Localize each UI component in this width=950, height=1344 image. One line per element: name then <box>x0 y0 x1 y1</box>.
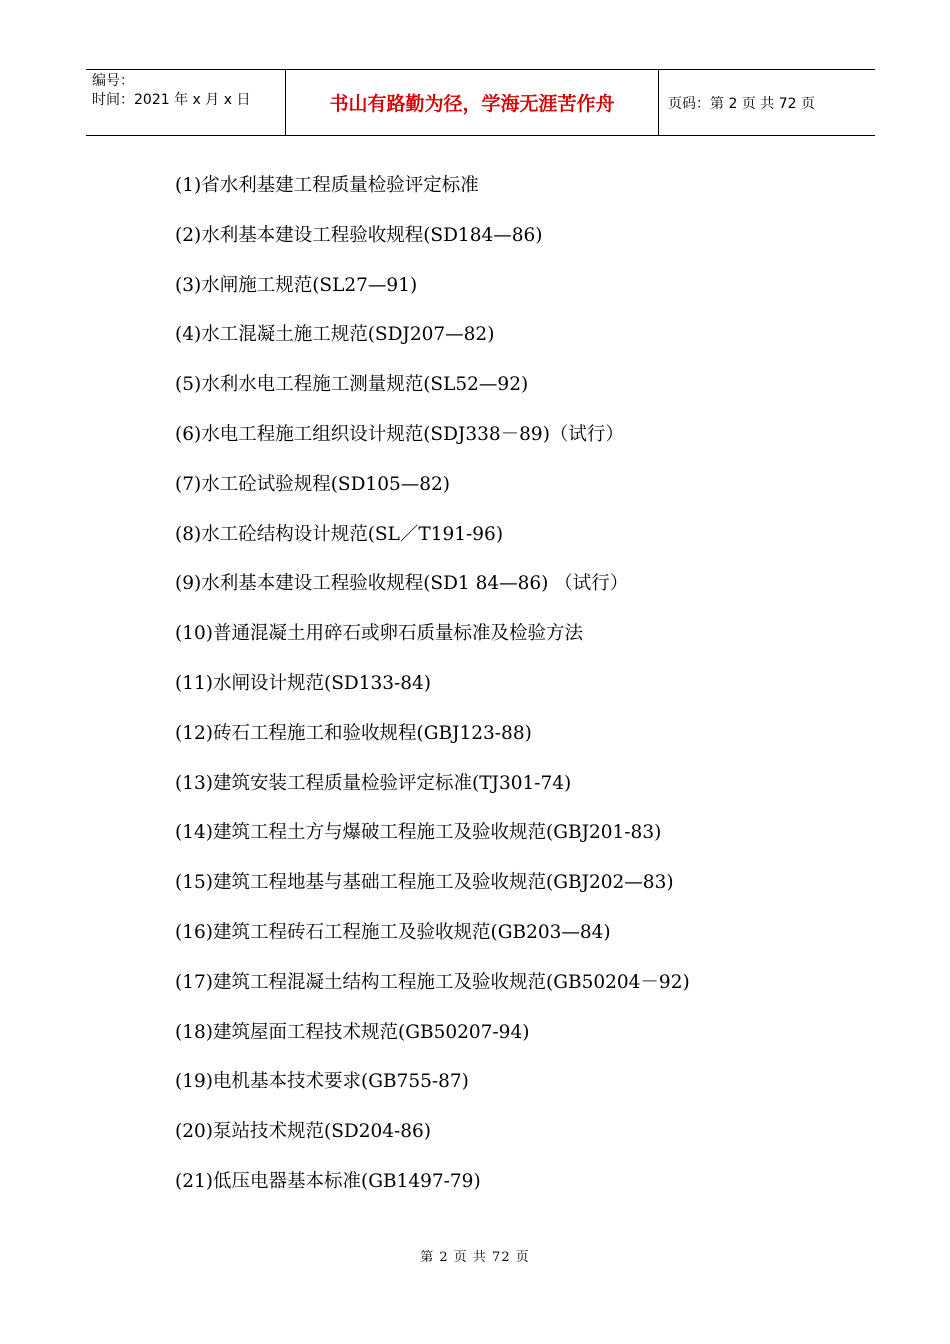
list-item: (1)省水利基建工程质量检验评定标准 <box>175 175 479 196</box>
list-item: (19)电机基本技术要求(GB755-87) <box>175 1071 469 1093</box>
date-line: 时间：2021 年 x 月 x 日 <box>92 92 251 108</box>
list-item: (7)水工砼试验规程(SD105—82) <box>175 473 450 495</box>
page-footer: 第 2 页 共 72 页 <box>420 1250 530 1265</box>
list-item: (4)水工混凝土施工规范(SDJ207—82) <box>175 324 495 346</box>
list-item: (15)建筑工程地基与基础工程施工及验收规范(GBJ202—83) <box>175 872 674 894</box>
list-item: (13)建筑安装工程质量检验评定标准(TJ301-74) <box>175 772 572 794</box>
header-motto: 书山有路勤为径，学海无涯苦作舟 <box>286 70 659 135</box>
list-item: (12)砖石工程施工和验收规程(GBJ123-88) <box>175 722 532 744</box>
list-item: (6)水电工程施工组织设计规范(SDJ338－89)（试行） <box>175 423 624 445</box>
list-item: (5)水利水电工程施工测量规范(SL52—92) <box>175 374 529 396</box>
list-item: (18)建筑屋面工程技术规范(GB50207-94) <box>175 1021 530 1043</box>
list-item: (2)水利基本建设工程验收规程(SD184—86) <box>175 224 543 246</box>
list-item: (20)泵站技术规范(SD204-86) <box>175 1121 432 1143</box>
list-item: (14)建筑工程土方与爆破工程施工及验收规范(GBJ201-83) <box>175 822 662 844</box>
header-table <box>86 69 875 136</box>
list-item: (21)低压电器基本标准(GB1497-79) <box>175 1170 481 1192</box>
list-item: (3)水闸施工规范(SL27—91) <box>175 274 418 296</box>
list-item: (11)水闸设计规范(SD133-84) <box>175 672 432 694</box>
list-item: (17)建筑工程混凝土结构工程施工及验收规范(GB50204－92) <box>175 971 690 993</box>
standards-list <box>175 170 875 1216</box>
list-item: (10)普通混凝土用碎石或卵石质量标准及检验方法 <box>175 623 583 645</box>
list-item: (8)水工砼结构设计规范(SL／T191-96) <box>175 523 504 545</box>
number-label: 编号： <box>92 73 134 89</box>
list-item: (9)水利基本建设工程验收规程(SD1 84—86) （试行） <box>175 573 629 595</box>
header-meta <box>86 70 286 135</box>
list-item: (16)建筑工程砖石工程施工及验收规范(GB203—84) <box>175 921 611 943</box>
header-page-info: 页码：第 2 页 共 72 页 <box>668 95 815 112</box>
